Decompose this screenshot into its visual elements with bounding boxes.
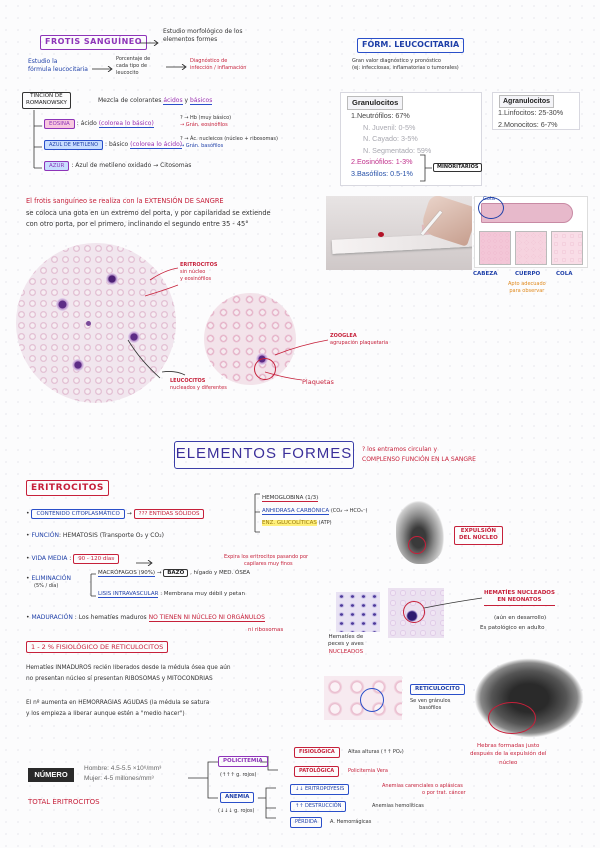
patologica-text: Policitemia Vera: [348, 768, 388, 774]
formula-desc-line: Gran valor diagnóstico y pronóstico: [352, 58, 441, 64]
lisis-text: : Membrana muy débil y petan: [160, 591, 245, 597]
elim-label: ELIMINACIÓN: [31, 575, 71, 582]
formula-desc-line: (ej: infecciosas, inflamatorias o tumorales): [352, 64, 459, 71]
micro-head: [479, 231, 511, 265]
eritrocitos-photo-label: [180, 262, 217, 282]
funcion-row: • FUNCIÓN: HEMATOSIS (Transporte O₂ y CO₂): [26, 532, 164, 539]
patologica-label: PATOLÓGICA: [294, 766, 339, 777]
eritro3-label: PÉRDIDA: [290, 817, 322, 828]
arrow-icon: [136, 560, 154, 566]
frotis-section: [26, 28, 330, 188]
expirar-line: capilares muy finos: [244, 560, 293, 567]
mezcla-y: y: [184, 97, 189, 104]
estudio-line: Estudio la: [28, 58, 58, 65]
bracket-line: [86, 572, 96, 598]
mezcla-acidos: ácidos: [163, 97, 183, 104]
granulocito-item: N. Juvenil: 0-5%: [363, 122, 416, 132]
elementos-note-line: ? los entramos circulan y: [362, 446, 438, 453]
cabeza-label: CABEZA: [473, 271, 498, 277]
numero-line: Mujer: 4-5 millones/mm³: [84, 774, 154, 782]
eritro-label-line: sin núcleo: [180, 268, 206, 275]
azur-result: → Citosomas: [153, 162, 192, 169]
agranulocitos-panel: [492, 92, 580, 130]
total-eritrocitos: TOTAL ERITROCITOS: [28, 798, 100, 806]
granulocito-item: 2.Eosinófilos: 1-3%: [351, 157, 413, 167]
reticulo-note-line: basófilos: [419, 704, 442, 711]
arrow-icon: [140, 40, 160, 46]
elementos-note-line: COMPLENSO FUNCIÓN EN LA SANGRE: [362, 456, 476, 464]
bazo-label: BAZO: [163, 569, 188, 577]
reticulocito-note: [410, 698, 450, 712]
slide-label-text: [573, 201, 583, 223]
leucocitos-photo-label: [170, 378, 227, 392]
anemia-label: ANEMIA: [220, 792, 254, 803]
diagnostico-line: Diagnóstico de: [190, 58, 228, 64]
mezcla-label: Mezcla de colorantes: [98, 97, 162, 104]
frotis-title: FROTIS SANGUÍNEO: [40, 35, 147, 50]
azur-text: : Azul de metileno oxidado: [71, 162, 152, 169]
porcentaje-label: [116, 56, 150, 76]
reticulo-desc: [26, 663, 231, 685]
ribosomas-text: ni ribosomas: [248, 627, 284, 633]
cuerpo-label: CUERPO: [515, 271, 541, 277]
porcentaje-line: Porcentaje de: [116, 56, 151, 62]
leukocyte-cell: [56, 298, 69, 311]
reticulocito-label: RETICULOCITO: [410, 684, 465, 695]
eosina-q: ? → Hb (muy básico): [180, 115, 232, 121]
frotis-desc: Estudio morfológico de los elementos formes: [163, 28, 243, 44]
zoogloea-line: ZOOGLEA: [330, 333, 357, 339]
mezcla-basicos: básicos: [189, 97, 213, 104]
anhidrasa-label: ANHIDRASA CARBÓNICA: [262, 507, 330, 514]
diagnostico-label: [190, 58, 246, 72]
aumenta-line: y los empieza a liberar aunque estén a "medio hacer"): [26, 711, 185, 718]
numero-values: [84, 764, 161, 784]
numero-label-box: [28, 768, 74, 782]
azul-met-row: [44, 141, 182, 149]
zoogloea-line: agrupación plaquetaria: [330, 339, 389, 346]
eritro3-text: A. Hemorrágicas: [330, 819, 372, 825]
formula-title: FÓRM. LEUCOCITARIA: [357, 38, 464, 53]
tincion-line: TINCIÓN DE: [30, 93, 63, 99]
agranulocitos-title: Agranulocitos: [499, 95, 554, 108]
elementos-note: [362, 445, 476, 465]
formula-desc: [352, 58, 459, 72]
contenido-arrow: →: [126, 510, 132, 517]
leukocyte-cell: [72, 359, 84, 371]
hemoglobina-label: HEMOGLOBINA (1/3): [262, 495, 319, 501]
minoritarios-label: MINORITARIOS: [433, 163, 482, 172]
arrow-line: [424, 592, 484, 612]
eosina-gran: → Grán. eosinófilos: [180, 121, 228, 128]
numero-line: Hombre: 4.5-5.5 ×10⁶/mm³: [84, 765, 162, 772]
expulsion-label: [454, 526, 503, 545]
enz-note: (ATP): [318, 520, 332, 527]
hematies-nucleados-label: [328, 634, 364, 656]
azur-row: [44, 162, 191, 170]
porcentaje-line: cada tipo de: [116, 62, 148, 69]
policitemia-label: POLICITEMIA: [218, 756, 268, 767]
contenido-label: CONTENIDO CITOPLASMÁTICO: [31, 509, 124, 519]
fisiologica-text: Altas alturas (↑↑ PO₂): [348, 749, 404, 755]
azur-label: AZUR: [44, 161, 69, 171]
bazo-text: , hígado y MED. ÓSEA: [190, 570, 251, 576]
aumenta-desc: [26, 698, 209, 721]
eosina-text: : ácido: [76, 120, 97, 127]
anemia-note: (↓↓↓ g. rojos): [218, 808, 255, 814]
slide-photo: [326, 196, 472, 270]
expirar-line: Expira los eritrocitos pasando por: [224, 554, 309, 560]
vida-value: 90 - 120 días: [73, 554, 119, 564]
micro-body: [515, 231, 547, 265]
blood-drop: [378, 232, 384, 237]
nucleated-photo-1: [336, 592, 380, 632]
frotis-paragraph: [26, 196, 271, 231]
reticulo-title-box: 1 - 2 % FISIOLÓGICO DE RETICULOCITOS: [26, 641, 168, 653]
hem-neo-line: HEMATÍES NUCLEADOS: [484, 590, 555, 596]
eritro1-line: Anemias carenciales o aplásicas: [382, 783, 463, 789]
azul-met-gran: → Grán. basófilos: [180, 142, 224, 149]
eosina-label: EOSINA: [44, 119, 75, 129]
paragraph-line: El frotis sanguíneo se realiza con la EXTENSIÓN DE SANGRE: [26, 197, 224, 205]
hem-nuc-line: Hematíes de: [328, 634, 364, 640]
bracket-line: [250, 492, 260, 534]
hebras-label: [470, 742, 546, 767]
hem-neo-note-line: (aún en desarrollo): [494, 615, 547, 621]
smear-circle-small: [204, 293, 296, 385]
hebras-line: después de la expulsión del: [470, 751, 547, 758]
aumenta-line: El nº aumenta en HEMORRAGIAS AGUDAS (la médula se satura: [26, 700, 210, 706]
eritro-label-line: ERITROCITOS: [180, 262, 218, 268]
hem-nuc-line: peces y aves: [328, 641, 364, 648]
eritro1-line: o por trat. cáncer: [422, 790, 466, 796]
maduracion-text: : Los hematíes maduros: [74, 614, 147, 621]
hebras-line: núcleo: [499, 759, 518, 766]
vida-label: VIDA MEDIA: [31, 555, 68, 562]
bracket-line: [28, 110, 42, 172]
enz-label: ENZ. GLUCOLÍTICAS: [262, 520, 317, 527]
contenido-row: • CONTENIDO CITOPLASMÁTICO → ??? ENTIDAS SÓLIDOS: [26, 510, 204, 518]
zoogloea-label: [330, 333, 388, 347]
funcion-label: FUNCIÓN: [31, 532, 59, 539]
granulocito-item: 1.Neutrófilos: 67%: [351, 111, 410, 120]
fisiologica-label: FISIOLÓGICA: [294, 747, 340, 758]
zoogloea-circle: [254, 358, 276, 380]
vida-row: • VIDA MEDIA : 90 - 120 días: [26, 555, 119, 563]
azul-met-label: AZUL DE METILENO: [44, 140, 103, 150]
apto-line: para observar: [509, 287, 545, 294]
policitemia-note: (↑↑↑ g. rojos): [220, 772, 257, 778]
reticulo-note-line: Se ven gránulos: [410, 698, 451, 704]
paragraph-line: se coloca una gota en un extremo del porta, y por capilaridad se extiende: [26, 208, 271, 217]
maduracion-row: • MADURACIÓN : Los hematíes maduros NO TIENEN NI NÚCLEO NI ORGÁNULOS: [26, 614, 265, 621]
no-tienen: NO TIENEN NI NÚCLEO NI ORGÁNULOS: [148, 614, 265, 621]
expulsion-line: DEL NÚCLEO: [459, 535, 498, 542]
apto-label: [508, 281, 546, 295]
gota-label: Gota: [483, 196, 495, 202]
platelet-dot: [86, 321, 91, 326]
macrofagos-label: MACRÓFAGOS (90%): [98, 570, 156, 576]
eritrocitos-title: ERITROCITOS: [26, 480, 109, 496]
eritro-label-line: y eosinófilos: [180, 275, 212, 282]
eosina-row: [44, 120, 154, 128]
anhidrasa-note: (CO₂ → HCO₃⁻): [330, 507, 368, 514]
solidos-label: ??? ENTIDAS SÓLIDOS: [134, 509, 205, 519]
azul-met-colorea: (colorea lo ácido): [130, 141, 183, 148]
granulocito-item: 3.Basófilos: 0.5-1%: [351, 168, 413, 178]
expirar-text: [224, 554, 308, 568]
granulocitos-title: Granulocitos: [347, 96, 403, 110]
hematies-neo-label: [484, 590, 555, 606]
plaquetas-label: Plaquetas: [302, 378, 334, 386]
arrow-icon: [92, 66, 114, 72]
hem-neo-note-line: Es patológico en adulto: [480, 624, 545, 631]
bracket-line: [420, 153, 432, 183]
elim-pct: (5% / día): [34, 583, 59, 590]
eosina-detail: [180, 115, 231, 129]
maduracion-label: MADURACIÓN: [31, 614, 73, 621]
funcion-text: : HEMATOSIS (Transporte O₂ y CO₂): [58, 532, 164, 539]
eosina-colorea: (colorea lo básico): [98, 120, 154, 127]
numero-label: NÚMERO: [34, 770, 68, 779]
paragraph-line: con otro porta, por el primero, inclinando el segundo entre 35 - 45°: [26, 220, 249, 229]
eritro2-label: ↑↑ DESTRUCCIÓN: [290, 801, 346, 812]
eritro1-label: ↓↓ ERITROPOYESIS: [290, 784, 349, 795]
lisis-label: LISIS INTRAVASCULAR: [98, 591, 159, 597]
hebras-circle: [488, 702, 536, 734]
porcentaje-line: leucocito: [116, 69, 139, 76]
reticulo-line: no presentan núcleo sí presentan RIBOSOMAS y MITOCONDRIAS: [26, 676, 213, 682]
hem-neo-line: EN NEONATOS: [484, 597, 555, 605]
estudio-line: fórmula leucocitaria: [28, 66, 88, 74]
leuco-label-line: LEUCOCITOS: [170, 378, 206, 384]
granulocitos-panel: [340, 92, 482, 186]
azul-met-detail: [180, 136, 278, 150]
expulsion-circle: [408, 536, 426, 554]
hematies-neo-note: [480, 614, 546, 634]
diagnostico-line: infección / inflamación: [190, 64, 247, 71]
granulocito-item: N. Cayado: 3-5%: [363, 134, 418, 144]
micro-tail: [551, 231, 583, 265]
reticulo-title: [26, 643, 168, 652]
leukocyte-cell: [128, 331, 140, 343]
azul-met-text: : básico: [105, 141, 129, 148]
granulocito-item: N. Segmentado: 59%: [363, 145, 432, 155]
reticulo-line: Hematíes INMADUROS recién liberados desde la médula ósea que aún: [26, 665, 231, 671]
eritro2-text: Anemias hemolíticas: [372, 803, 424, 809]
azul-met-q: ? → Ác. nucleicos (núcleo + ribosomas): [180, 136, 278, 142]
elementos-title: ELEMENTOS FORMES: [175, 445, 353, 462]
agranulocito-item: 2.Monocitos: 6-7%: [498, 119, 558, 129]
hebras-line: Hebras formadas justo: [477, 743, 540, 749]
reticulocito-circle: [360, 688, 384, 712]
cola-label: COLA: [556, 271, 573, 277]
apto-line: Apto adecuado: [508, 281, 546, 287]
tincion-box: [22, 92, 71, 109]
macrofagos-row: MACRÓFAGOS (90%) → BAZO , hígado y MED. ÓSEA: [98, 570, 251, 576]
solidos-list: [262, 492, 367, 530]
mezcla-text: [98, 97, 212, 105]
expulsion-photo: [396, 498, 446, 564]
eliminacion-block: • ELIMINACIÓN (5% / día): [26, 575, 71, 590]
expulsion-line: EXPULSIÓN: [460, 528, 497, 534]
nucleated-circle: [403, 601, 425, 623]
tincion-line: ROMANOWSKY: [26, 100, 67, 107]
estudio-label: [28, 58, 88, 74]
hem-nuc-line: NUCLEADOS: [328, 648, 364, 655]
arrow-icon: [166, 64, 188, 70]
agranulocitos-list: [498, 107, 563, 130]
eritro1-text: [382, 783, 466, 797]
leukocyte-cell: [106, 273, 118, 285]
leuco-label-line: nucleados y diferentes: [170, 384, 227, 391]
elementos-title-box: [174, 441, 354, 469]
smear-circle-large: [16, 243, 176, 403]
agranulocito-item: 1.Linfocitos: 25-30%: [498, 108, 564, 117]
lisis-row: [98, 591, 245, 598]
